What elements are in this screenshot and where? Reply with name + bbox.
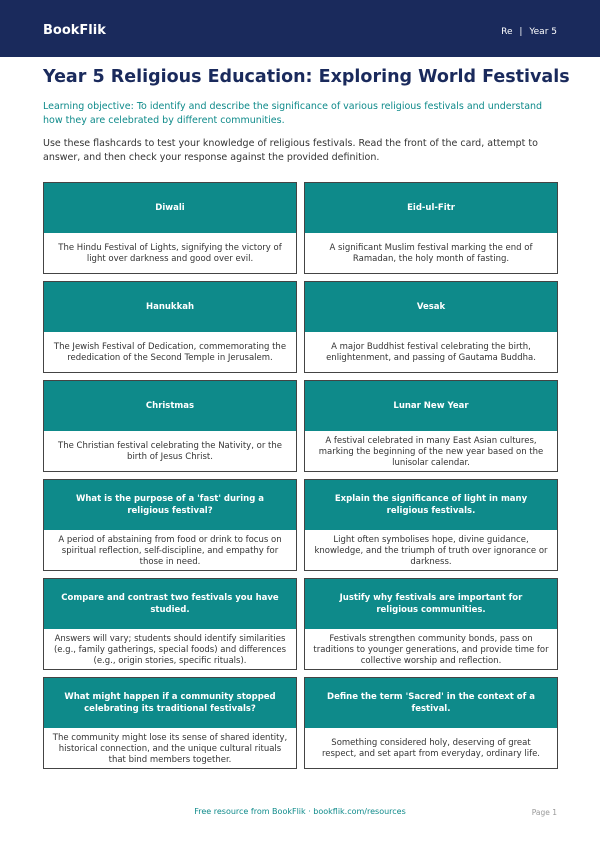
flashcard-back: A festival celebrated in many East Asian cultures, marking the beginning of the new year based on the lunisolar calendar.	[318, 435, 544, 468]
instructions: Use these flashcards to test your knowledge of religious festivals. Read the front of the card, attempt to answer, and then check your response against the provided definition.	[43, 138, 538, 163]
flashcard-front: Compare and contrast two festivals you have studied.	[44, 579, 296, 629]
page-title: Year 5 Religious Education: Exploring World Festivals	[43, 67, 570, 87]
flashcard[interactable]	[304, 182, 558, 274]
page-number: Page 1	[531, 808, 557, 817]
flashcard[interactable]	[43, 578, 297, 670]
learning-objective: Learning objective: To identify and describe the significance of various religious festivals and understand how they are celebrated by different communities.	[43, 101, 543, 126]
flashcard-front: Diwali	[44, 183, 296, 233]
flashcard-front: Eid-ul-Fitr	[305, 183, 557, 233]
flashcard-front: Hanukkah	[44, 282, 296, 332]
flashcard-back: Something considered holy, deserving of great respect, and set apart from everyday, ordinary life.	[321, 738, 541, 759]
flashcard-front: What is the purpose of a 'fast' during a religious festival?	[44, 480, 296, 530]
footer-resource-link[interactable]: Free resource from BookFlik · bookflik.com/resources	[194, 807, 406, 816]
header-meta	[501, 27, 557, 37]
flashcard[interactable]	[304, 578, 558, 670]
flashcard-front: Vesak	[305, 282, 557, 332]
flashcard[interactable]	[304, 479, 558, 571]
flashcard-back: Light often symbolises hope, divine guidance, knowledge, and the triumph of truth over ignorance or darkness.	[314, 534, 548, 567]
header-subject: Re	[501, 27, 513, 37]
flashcard-back: The community might lose its sense of shared identity, historical connection, and the unique cultural rituals that bind members together.	[52, 732, 288, 765]
flashcard[interactable]	[43, 677, 297, 769]
flashcard[interactable]	[304, 281, 558, 373]
flashcard[interactable]	[304, 677, 558, 769]
flashcard-back: A major Buddhist festival celebrating the birth, enlightenment, and passing of Gautama Buddha.	[326, 342, 536, 363]
flashcard-back: The Hindu Festival of Lights, signifying the victory of light over darkness and good over evil.	[58, 243, 282, 264]
flashcard-front: Lunar New Year	[305, 381, 557, 431]
flashcard-front: Define the term 'Sacred' in the context of a festival.	[305, 678, 557, 728]
header-year: Year 5	[529, 27, 557, 37]
flashcard[interactable]	[43, 281, 297, 373]
flashcard[interactable]	[43, 182, 297, 274]
flashcard[interactable]	[304, 380, 558, 472]
flashcard-front: Justify why festivals are important for religious communities.	[305, 579, 557, 629]
flashcard[interactable]	[43, 479, 297, 571]
flashcard-front: Christmas	[44, 381, 296, 431]
flashcard[interactable]	[43, 380, 297, 472]
flashcard-back: A significant Muslim festival marking the end of Ramadan, the holy month of fasting.	[329, 243, 533, 264]
flashcard-back: Answers will vary; students should identify similarities (e.g., family gatherings, special foods) and differences (e.g., origin stories, specific rituals).	[53, 633, 287, 666]
header-separator: |	[519, 27, 523, 37]
flashcard-front: Explain the significance of light in many religious festivals.	[305, 480, 557, 530]
flashcard-back: The Jewish Festival of Dedication, commemorating the rededication of the Second Temple in Jerusalem.	[53, 342, 287, 363]
brand-logo-text[interactable]: BookFlik	[43, 23, 106, 38]
flashcard-back: Festivals strengthen community bonds, pass on traditions to younger generations, and provide time for collective worship and reflection.	[313, 633, 549, 666]
flashcard-back: The Christian festival celebrating the Nativity, or the birth of Jesus Christ.	[58, 441, 282, 462]
page-header	[0, 0, 600, 57]
flashcard-back: A period of abstaining from food or drink to focus on spiritual reflection, self-discipline, and empathy for those in need.	[58, 534, 282, 567]
flashcard-front: What might happen if a community stopped celebrating its traditional festivals?	[44, 678, 296, 728]
